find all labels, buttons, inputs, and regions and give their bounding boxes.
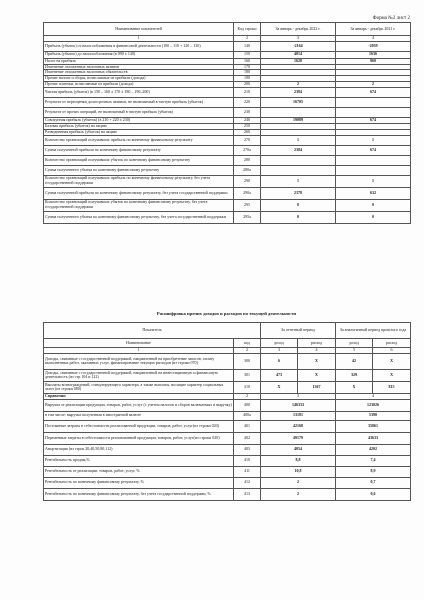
row-value-current: 16705 (261, 97, 336, 107)
row-name: Прочие платежи, исчисляемые из прибыли (дохода) (44, 82, 234, 88)
row-code: 295а (234, 211, 261, 223)
row-value: X (373, 369, 411, 381)
table-row (44, 353, 411, 369)
row-value-current: 2384 (261, 145, 336, 155)
row-value-current: 10,8 (261, 466, 336, 477)
row-value-previous: 35061 (336, 420, 411, 432)
row-code: 300 (234, 353, 261, 369)
row-value-current (261, 165, 336, 175)
row-value-previous: 0,7 (336, 477, 411, 488)
row-value-previous: -2059 (336, 41, 411, 51)
row-value: 1367 (298, 381, 336, 393)
row-code: 295 (234, 199, 261, 211)
row-value-previous: 1 (336, 135, 411, 145)
row-value-previous: 674 (336, 145, 411, 155)
table-row (44, 51, 411, 58)
row-name: Рентабельность продаж,% (44, 455, 234, 466)
row-value-previous: 7,4 (336, 455, 411, 466)
row-name: Постоянные затраты в себестоимости реализованной продукции, товаров, работ, услуг(из строки 020) (44, 420, 234, 432)
row-name: Амортизация (из строк 20,40,50,80,112) (44, 444, 234, 455)
header-current-period: За отчетный период (261, 323, 336, 339)
row-name: Сумма полученной прибыли по конечному финансовому результату, без учета государственной поддержки (44, 187, 234, 199)
row-value-previous: 5390 (336, 411, 411, 420)
row-name: Доходы, связанные с государственной поддержкой, направленной на приобретение запасов, оплату выполненных работ, оказанных услуг, финансирование текущих расходов (из строки 070) (44, 353, 234, 369)
col-number: 4 (298, 348, 336, 354)
row-value-previous (336, 165, 411, 175)
row-value-previous: 123026 (336, 399, 411, 411)
row-name: Количество организаций получивших прибыль по конечному финансовому результату, без учета государственной поддержки (44, 175, 234, 187)
row-value-current: 8,8 (261, 455, 336, 466)
row-name: Рентабельность по конечному финансовому результату, без учета государственной поддержки, % (44, 488, 234, 500)
row-code: 170 (234, 64, 261, 70)
row-code: 140 (234, 41, 261, 51)
col-number: 4 (336, 36, 411, 42)
row-value-current: 146333 (261, 399, 336, 411)
row-code: 280 (234, 155, 261, 165)
row-code: 400а (234, 411, 261, 420)
row-code: 402 (234, 432, 261, 444)
row-value: 329 (336, 369, 373, 381)
col-number: 2 (234, 393, 261, 399)
row-code: 150 (234, 51, 261, 58)
row-value-previous: 1 (336, 175, 411, 187)
row-name: Сумма полученного убытка по конечному финансовому результату (44, 165, 234, 175)
row-value: X (336, 381, 373, 393)
row-code: 190 (234, 76, 261, 82)
row-value: X (298, 369, 336, 381)
table-row (44, 107, 411, 117)
row-value-current: 2384 (261, 87, 336, 97)
row-value: X (298, 353, 336, 369)
row-name: Изменение отложенных налоговых активов (44, 64, 234, 70)
row-value-current: 1 (261, 175, 336, 187)
table-row (44, 175, 411, 187)
row-value-previous: 674 (336, 87, 411, 97)
row-name: Чистая прибыль (убыток) (в 150 – 160 ± 170 ± 180 – 190–200) (44, 87, 234, 97)
row-value-previous (336, 155, 411, 165)
table-row (44, 41, 411, 51)
table-row (44, 455, 411, 466)
row-value-current: 4054 (261, 444, 336, 455)
header-income: доход (261, 339, 298, 348)
row-name: в том числе: выручка полученная в иностранной валюте (44, 411, 234, 420)
row-name: Выплаты вознаграждений, стимулирующего характера, а также выплаты, носящие характер социальных льгот (из строки 080) (44, 381, 234, 393)
col-number: 2 (234, 348, 261, 354)
row-value-previous (336, 107, 411, 117)
table-row (44, 444, 411, 455)
row-value-current: 1 (261, 135, 336, 145)
table-row (44, 381, 411, 393)
row-code: 230 (234, 107, 261, 117)
table-row (44, 135, 411, 145)
table-row (44, 187, 411, 199)
row-value-current: 42168 (261, 420, 336, 432)
table-row (44, 199, 411, 211)
table-row (44, 87, 411, 97)
header-expense: расход (373, 339, 411, 348)
row-name: Сумма полученного убытка по конечному финансовому результату, без учета государственной поддержки (44, 211, 234, 223)
row-name: Результат от прочих операций, не включаемый в чистую прибыль (убыток) (44, 107, 234, 117)
row-value-previous: 960 (336, 58, 411, 64)
row-code: 250 (234, 123, 261, 129)
table-row (44, 432, 411, 444)
col-number: 3 (261, 348, 298, 354)
row-code: 220 (234, 97, 261, 107)
row-name: Совокупная прибыль (убыток) (в 210 + 220 ± 230) (44, 117, 234, 123)
row-name: Количество организаций получивших убыток по конечному финансовому результату (44, 155, 234, 165)
row-code: 411 (234, 466, 261, 477)
table-row (44, 399, 411, 411)
row-value-previous: 674 (336, 117, 411, 123)
header-previous-period: За аналогичный период прошлого года (336, 323, 411, 339)
row-name: Переменные затраты в себестоимости реализованной продукции, товаров, работ, услуг(из строки 020) (44, 432, 234, 444)
row-value-current: 2378 (261, 187, 336, 199)
row-value: X (261, 381, 298, 393)
row-name: Прибыль (убыток) от налогообложения и финансовой деятельности (100 – 110 + 120 – 130) (44, 41, 234, 51)
header-current-period: За январь - декабрь 2022 г. (261, 23, 336, 36)
row-code: 260 (234, 129, 261, 135)
col-number: 3 (261, 393, 336, 399)
col-number: 5 (336, 348, 373, 354)
row-code: 301 (234, 369, 261, 381)
col-number: 1 (44, 348, 234, 354)
row-value-current: 4014 (261, 51, 336, 58)
section-title: Расшифровка прочих доходов и расходов по текущей деятельности (156, 311, 297, 316)
col-number: 2 (234, 36, 261, 42)
row-value: 6 (261, 353, 298, 369)
table-row (44, 466, 411, 477)
row-code: 270 (234, 135, 261, 145)
header-income: доход (336, 339, 373, 348)
row-value-current: 0 (261, 199, 336, 211)
table-row (44, 488, 411, 500)
row-name: Рентабельность по конечному финансовому результату, % (44, 477, 234, 488)
table-row (44, 420, 411, 432)
row-code: 280а (234, 165, 261, 175)
row-value-current (261, 155, 336, 165)
row-name: Разводненная прибыль (убыток) на акцию (44, 129, 234, 135)
header-expense: расход (298, 339, 336, 348)
row-value-current: 1628 (261, 58, 336, 64)
table-row (44, 155, 411, 165)
header-code: Код строки (234, 23, 261, 36)
row-value-current: -2164 (261, 41, 336, 51)
col-number: 3 (261, 36, 336, 42)
row-value-previous: 4202 (336, 444, 411, 455)
row-value-current: 0 (261, 211, 336, 223)
row-code: 400 (234, 399, 261, 411)
header-previous-period: За январь - декабрь 2021 г. (336, 23, 411, 36)
row-name: Базовая прибыль (убыток) на акцию (44, 123, 234, 129)
row-code: 412 (234, 477, 261, 488)
row-name: Изменение отложенных налоговых обязательств (44, 70, 234, 76)
row-value: X (373, 353, 411, 369)
table-row (44, 145, 411, 155)
row-code: 270а (234, 145, 261, 155)
header-indicator: Показатель (44, 323, 261, 339)
row-code: 403 (234, 444, 261, 455)
row-value-current: 13181 (261, 411, 336, 420)
row-value: 42 (336, 353, 373, 369)
row-value: 473 (261, 369, 298, 381)
row-value-previous: 2 (336, 82, 411, 88)
row-code: 200 (234, 82, 261, 88)
row-code: 310 (234, 381, 261, 393)
row-value-previous: 0 (336, 199, 411, 211)
row-code: 401 (234, 420, 261, 432)
row-code: 240 (234, 117, 261, 123)
table-row (44, 165, 411, 175)
table-row (44, 477, 411, 488)
header-indicator: Наименование показателей (44, 23, 234, 36)
header-code: код (234, 339, 261, 348)
row-value-current: 19089 (261, 117, 336, 123)
row-code: 160 (234, 58, 261, 64)
row-code: 410 (234, 455, 261, 466)
row-value-previous: 1636 (336, 51, 411, 58)
row-name: Прибыль (убыток) до налогообложения (в 090 ± 140) (44, 51, 234, 58)
row-value-previous: 8,9 (336, 466, 411, 477)
header-name: Наименование (44, 339, 234, 348)
row-value-current: 2 (261, 488, 336, 500)
table-row (44, 411, 411, 420)
table-row (44, 97, 411, 107)
row-code: 180 (234, 70, 261, 76)
row-name: Доходы, связанные с государственной поддержкой, направленной на инвестиционную и финансовую деятельность (из стр.104 и 122) (44, 369, 234, 381)
reference-label: Справочно: (44, 393, 234, 399)
row-value-previous: 0 (336, 211, 411, 223)
row-name: Рентабельность от реализации, товаров, работ, услуг, % (44, 466, 234, 477)
col-number: 4 (336, 393, 411, 399)
row-value-current: 2 (261, 82, 336, 88)
row-code: 210 (234, 87, 261, 97)
row-value-previous (336, 97, 411, 107)
row-value-previous: 632 (336, 187, 411, 199)
row-value: 815 (373, 381, 411, 393)
other-income-expense-table (43, 322, 411, 501)
row-value-current: 49179 (261, 432, 336, 444)
row-name: Прочие налоги и сборы, исчисляемые из прибыли (дохода) (44, 76, 234, 82)
form-title: Форма №2 лист 2 (372, 16, 410, 21)
row-value-previous: 43633 (336, 432, 411, 444)
row-name: Результат от переоценки долгосрочных активов, не включаемый в чистую прибыль (убыток) (44, 97, 234, 107)
row-name: Количество организаций получивших прибыль по конечному финансовому результату (44, 135, 234, 145)
col-number: 1 (44, 36, 234, 42)
table-row (44, 211, 411, 223)
row-value-current (261, 107, 336, 117)
row-code: 290а (234, 187, 261, 199)
financial-results-table (43, 22, 411, 224)
row-code: 290 (234, 175, 261, 187)
row-name: Сумма полученной прибыли по конечному финансовому результату (44, 145, 234, 155)
row-value-previous: 0,6 (336, 488, 411, 500)
row-code: 413 (234, 488, 261, 500)
row-name: Количество организаций получивших убыток по конечному финансовому результату, без учета государственной поддержки (44, 199, 234, 211)
row-name: Выручка от реализации продукции, товаров, работ, услуг (с учетом налогов и сборов включаемых в выручку) (44, 399, 234, 411)
col-number: 6 (373, 348, 411, 354)
row-name: Налог на прибыль (44, 58, 234, 64)
table-row (44, 369, 411, 381)
row-value-current: 2 (261, 477, 336, 488)
